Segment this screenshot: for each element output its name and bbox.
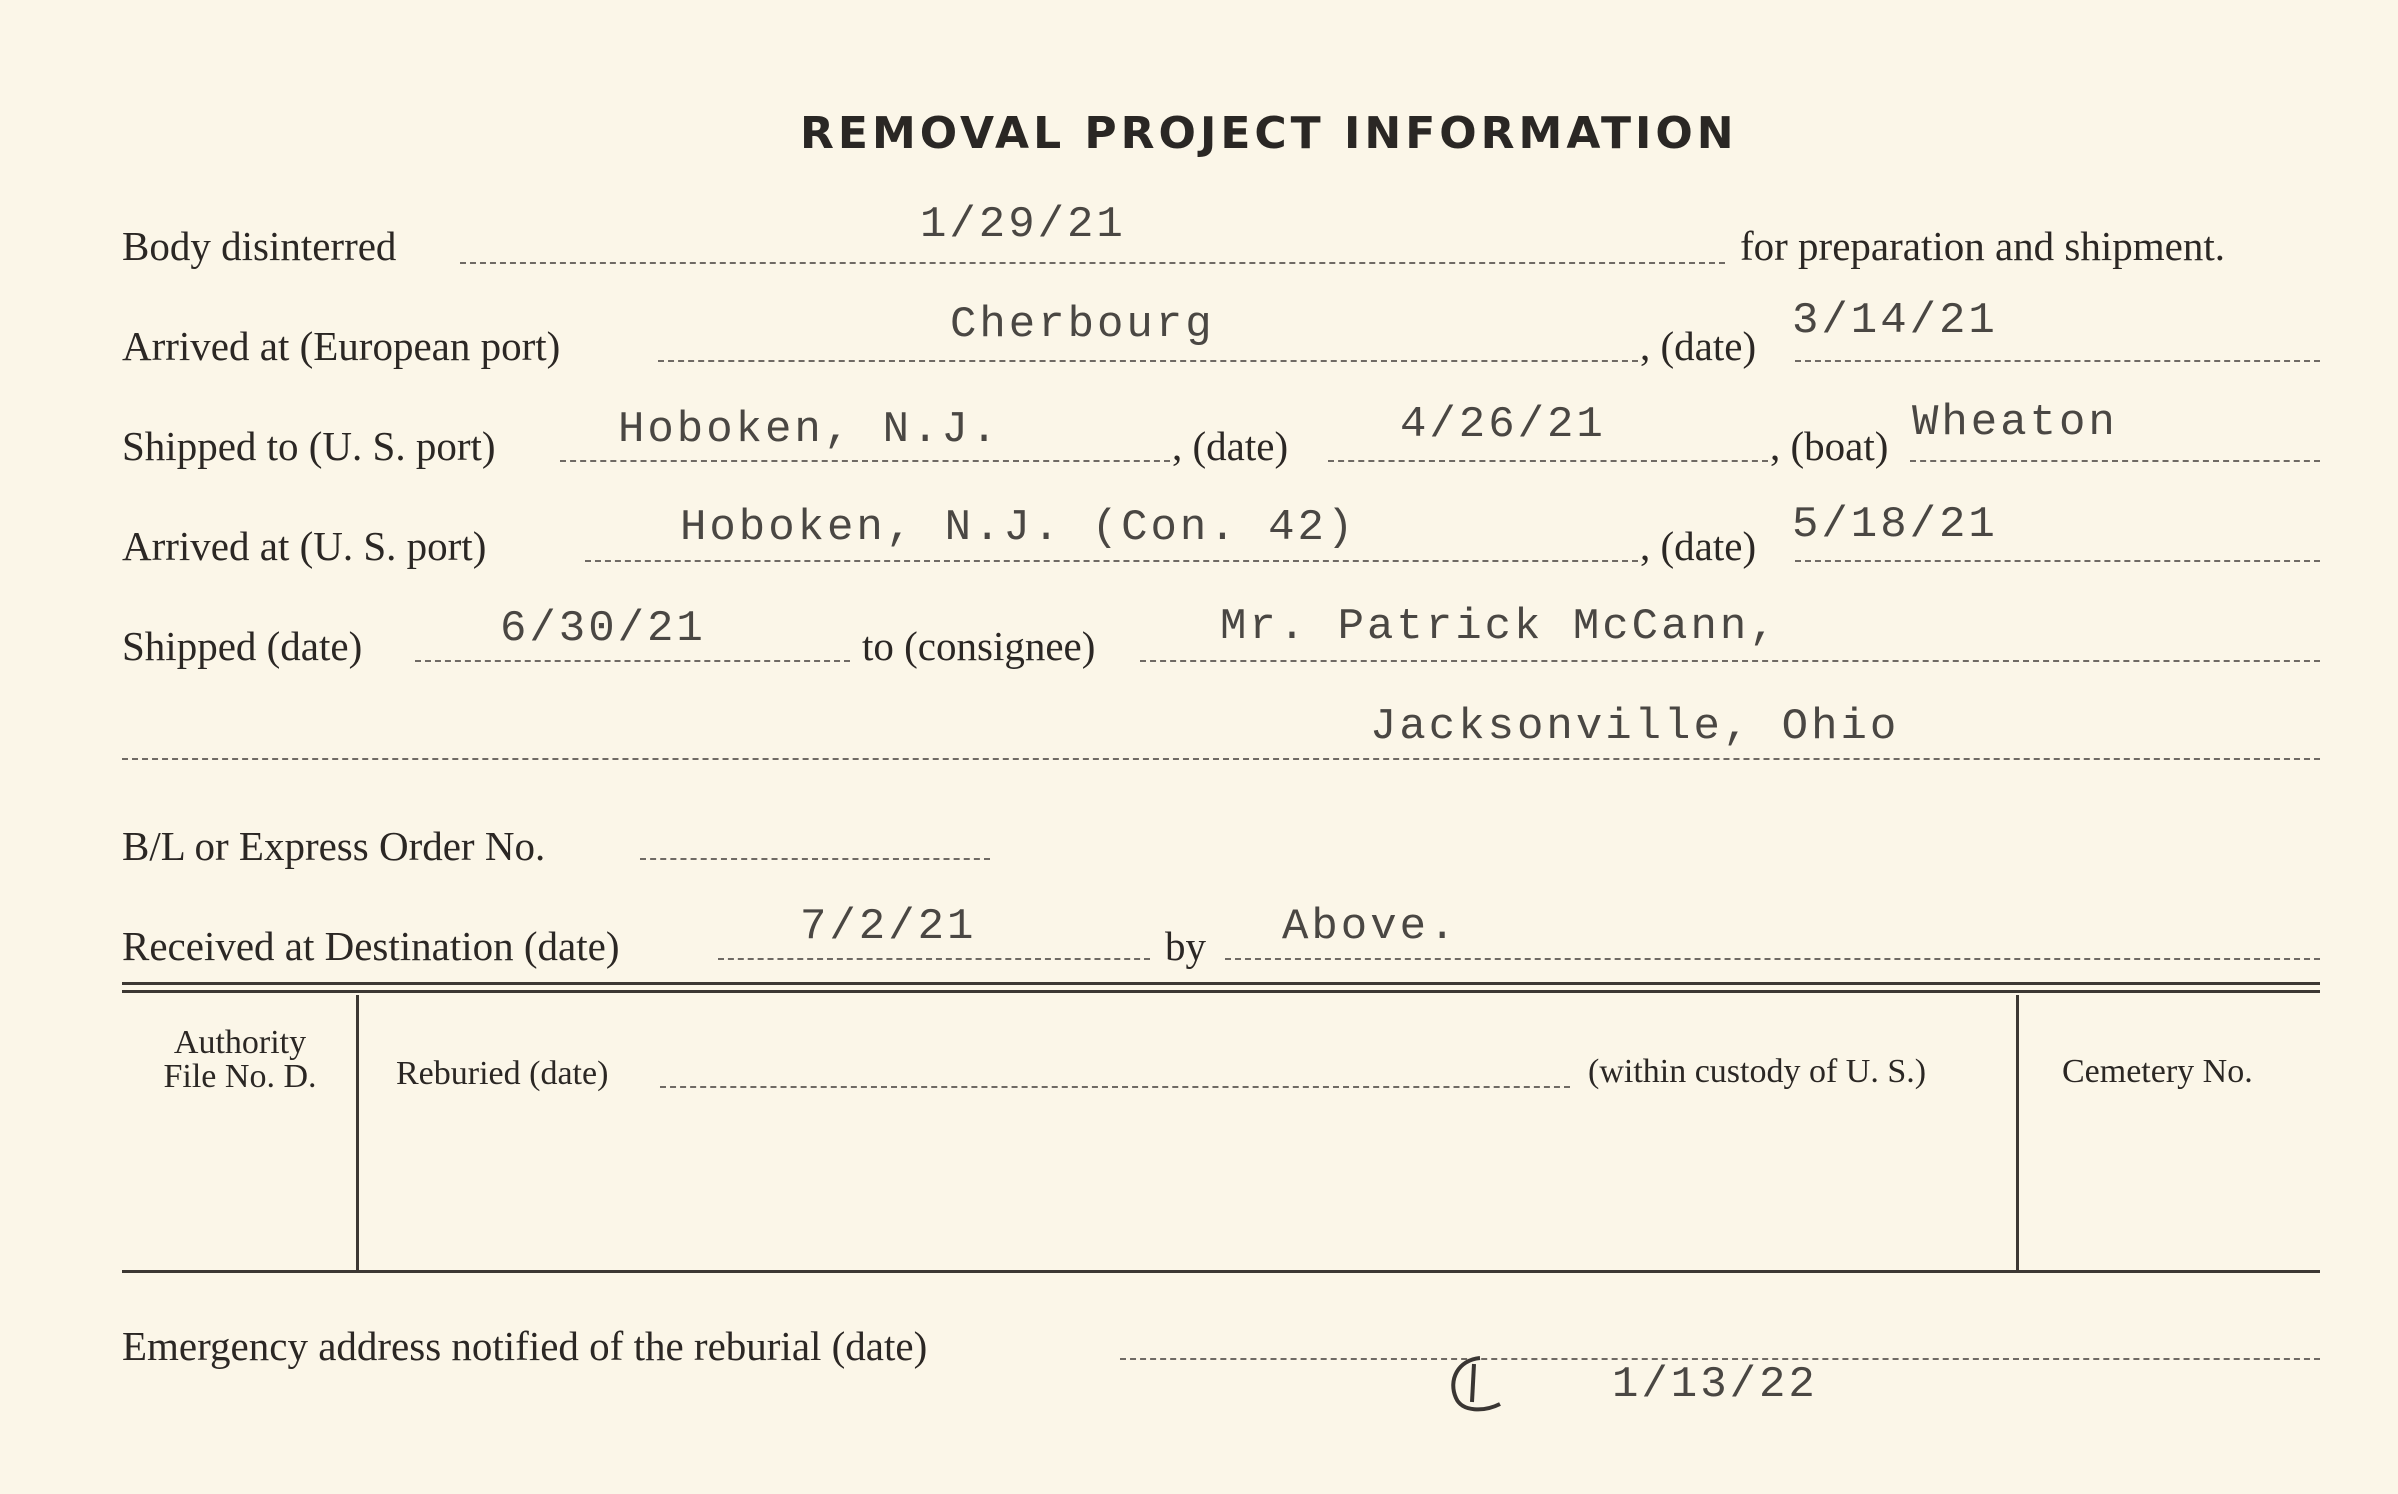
received-by-line [1225, 958, 2320, 960]
cemetery-label: Cemetery No. [2062, 1053, 2253, 1090]
consignee-address-line [122, 758, 2320, 760]
arrived-european-date-line [1795, 360, 2320, 362]
table-divider-right [2016, 995, 2019, 1270]
reburied-line [660, 1086, 1570, 1088]
emergency-label: Emergency address notified of the reburial (date) [122, 1323, 928, 1369]
arrived-us-date: 5/18/21 [1792, 500, 1998, 550]
arrived-us-port: Hoboken, N.J. (Con. 42) [680, 503, 1357, 553]
shipped-us-boat-line [1910, 460, 2320, 462]
shipped-date: 6/30/21 [500, 604, 706, 654]
shipped-us-port: Hoboken, N.J. [618, 405, 1001, 455]
shipped-date-label: Shipped (date) [122, 623, 363, 669]
received-date-line [718, 958, 1150, 960]
table-divider-left [356, 995, 359, 1270]
arrived-european-line [658, 360, 1638, 362]
arrived-us-line [585, 560, 1638, 562]
received-by: Above. [1282, 902, 1459, 952]
handwritten-mark-icon [1440, 1350, 1510, 1420]
shipped-us-date-label: , (date) [1172, 423, 1289, 469]
consignee-name: Mr. Patrick McCann, [1220, 602, 1779, 652]
received-date: 7/2/21 [800, 902, 977, 952]
shipped-us-line [560, 460, 1170, 462]
shipped-us-date-line [1328, 460, 1768, 462]
arrived-us-date-line [1795, 560, 2320, 562]
shipped-us-label: Shipped to (U. S. port) [122, 423, 496, 469]
shipped-us-boat: Wheaton [1912, 398, 2118, 448]
authority-label-2: File No. D. [163, 1058, 317, 1095]
body-disinterred-line [460, 262, 1725, 264]
arrived-us-date-label: , (date) [1640, 523, 1757, 569]
body-disinterred-value: 1/29/21 [920, 200, 1126, 250]
consignee-line [1140, 660, 2320, 662]
arrived-european-label: Arrived at (European port) [122, 323, 561, 369]
shipped-date-line [415, 660, 850, 662]
reburied-label: Reburied (date) [396, 1055, 609, 1092]
table-top-rule [122, 982, 2320, 985]
arrived-us-label: Arrived at (U. S. port) [122, 523, 487, 569]
bl-line [640, 858, 990, 860]
received-label: Received at Destination (date) [122, 923, 620, 969]
page-title: REMOVAL PROJECT INFORMATION [800, 108, 1738, 159]
table-bottom-rule [122, 1270, 2320, 1273]
consignee-address: Jacksonville, Ohio [1370, 702, 1900, 752]
consignee-label: to (consignee) [862, 623, 1096, 669]
shipped-us-date: 4/26/21 [1400, 400, 1606, 450]
custody-label: (within custody of U. S.) [1588, 1053, 1927, 1090]
arrived-european-port: Cherbourg [950, 300, 1215, 350]
body-disinterred-label: Body disinterred [122, 223, 397, 269]
emergency-date: 1/13/22 [1612, 1360, 1818, 1410]
arrived-european-date: 3/14/21 [1792, 296, 1998, 346]
table-top-rule-2 [122, 990, 2320, 993]
authority-label-1: Authority [173, 1024, 307, 1061]
arrived-european-date-label: , (date) [1640, 323, 1757, 369]
body-disinterred-suffix: for preparation and shipment. [1740, 223, 2226, 269]
bl-label: B/L or Express Order No. [122, 823, 546, 869]
received-by-label: by [1165, 923, 1206, 969]
shipped-us-boat-label: , (boat) [1770, 423, 1889, 469]
